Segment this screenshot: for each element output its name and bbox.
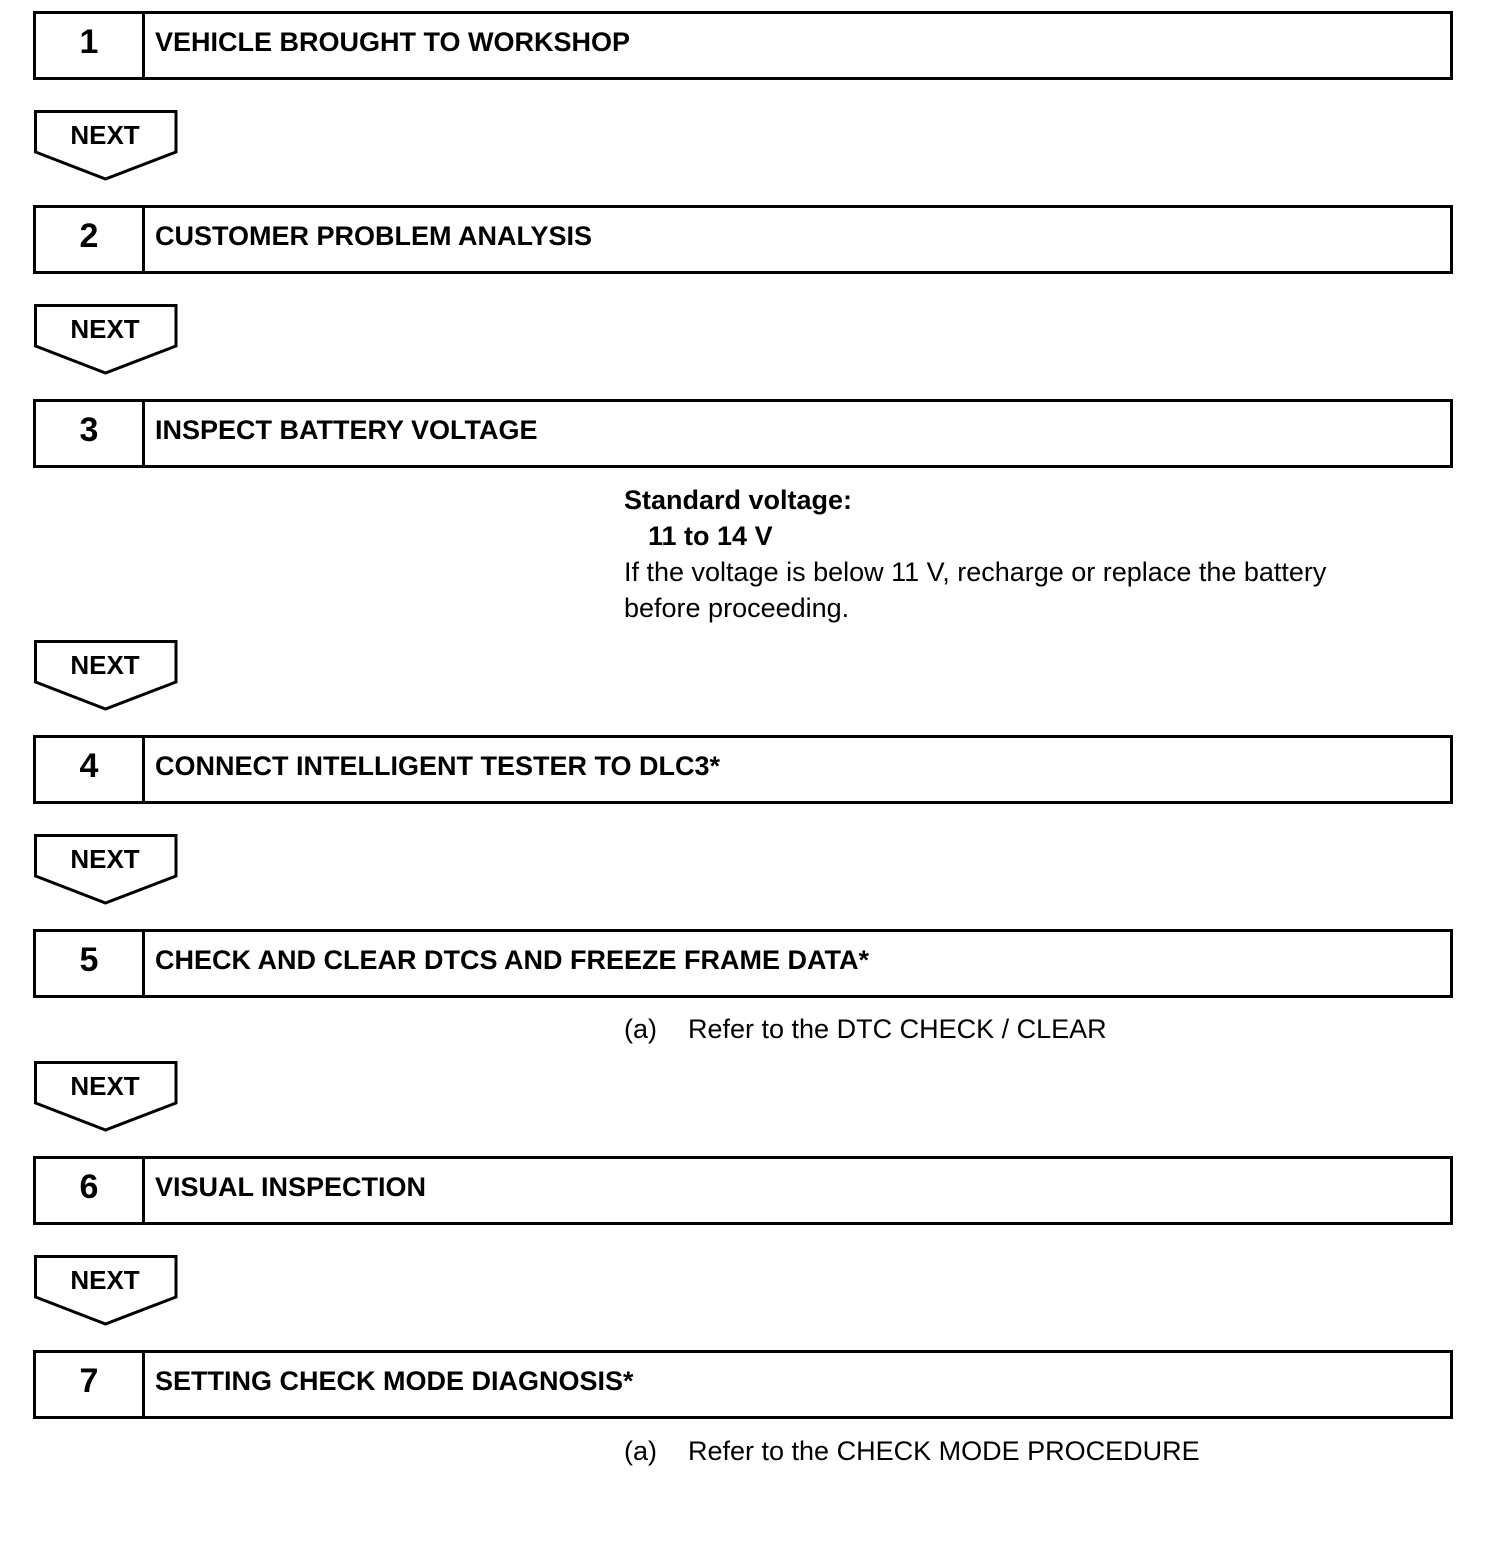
step-title: INSPECT BATTERY VOLTAGE	[155, 415, 538, 445]
step-2	[33, 205, 1453, 274]
step-1	[33, 11, 1453, 80]
step-title: SETTING CHECK MODE DIAGNOSIS*	[155, 1366, 634, 1396]
next-label: NEXT	[70, 1071, 140, 1101]
next-arrow	[34, 834, 178, 906]
step-6	[33, 1156, 1453, 1225]
battery-instruction-line-2: before proceeding.	[624, 593, 850, 623]
step-number: 4	[36, 738, 145, 801]
note-letter: (a)	[624, 1436, 657, 1466]
next-arrow	[34, 1061, 178, 1133]
step-number: 3	[36, 402, 145, 465]
step-number: 6	[36, 1159, 145, 1222]
step-3	[33, 399, 1453, 468]
note-text: Refer to the DTC CHECK / CLEAR	[688, 1014, 1107, 1044]
check-mode-note	[624, 1433, 1200, 1469]
next-label: NEXT	[70, 314, 140, 344]
step-title: CONNECT INTELLIGENT TESTER TO DLC3*	[155, 751, 721, 781]
battery-voltage-note	[624, 482, 1326, 626]
next-label: NEXT	[70, 844, 140, 874]
next-label: NEXT	[70, 1265, 140, 1295]
step-title: CHECK AND CLEAR DTCS AND FREEZE FRAME DATA*	[155, 945, 869, 975]
step-title: VEHICLE BROUGHT TO WORKSHOP	[155, 27, 631, 57]
step-number: 7	[36, 1353, 145, 1416]
next-label: NEXT	[70, 120, 140, 150]
step-5	[33, 929, 1453, 998]
next-arrow	[34, 304, 178, 376]
step-4	[33, 735, 1453, 804]
step-number: 1	[36, 14, 145, 77]
step-number: 5	[36, 932, 145, 995]
standard-voltage-heading: Standard voltage:	[624, 485, 853, 515]
step-number: 2	[36, 208, 145, 271]
step-7	[33, 1350, 1453, 1419]
battery-instruction-line-1: If the voltage is below 11 V, recharge or replace the battery	[624, 557, 1327, 587]
note-letter: (a)	[624, 1014, 657, 1044]
next-arrow	[34, 1255, 178, 1327]
dtc-check-note	[624, 1011, 1107, 1047]
next-label: NEXT	[70, 650, 140, 680]
step-title: VISUAL INSPECTION	[155, 1172, 427, 1202]
note-text: Refer to the CHECK MODE PROCEDURE	[688, 1436, 1200, 1466]
step-title: CUSTOMER PROBLEM ANALYSIS	[155, 221, 593, 251]
next-arrow	[34, 110, 178, 182]
next-arrow	[34, 640, 178, 712]
standard-voltage-value: 11 to 14 V	[648, 521, 773, 551]
